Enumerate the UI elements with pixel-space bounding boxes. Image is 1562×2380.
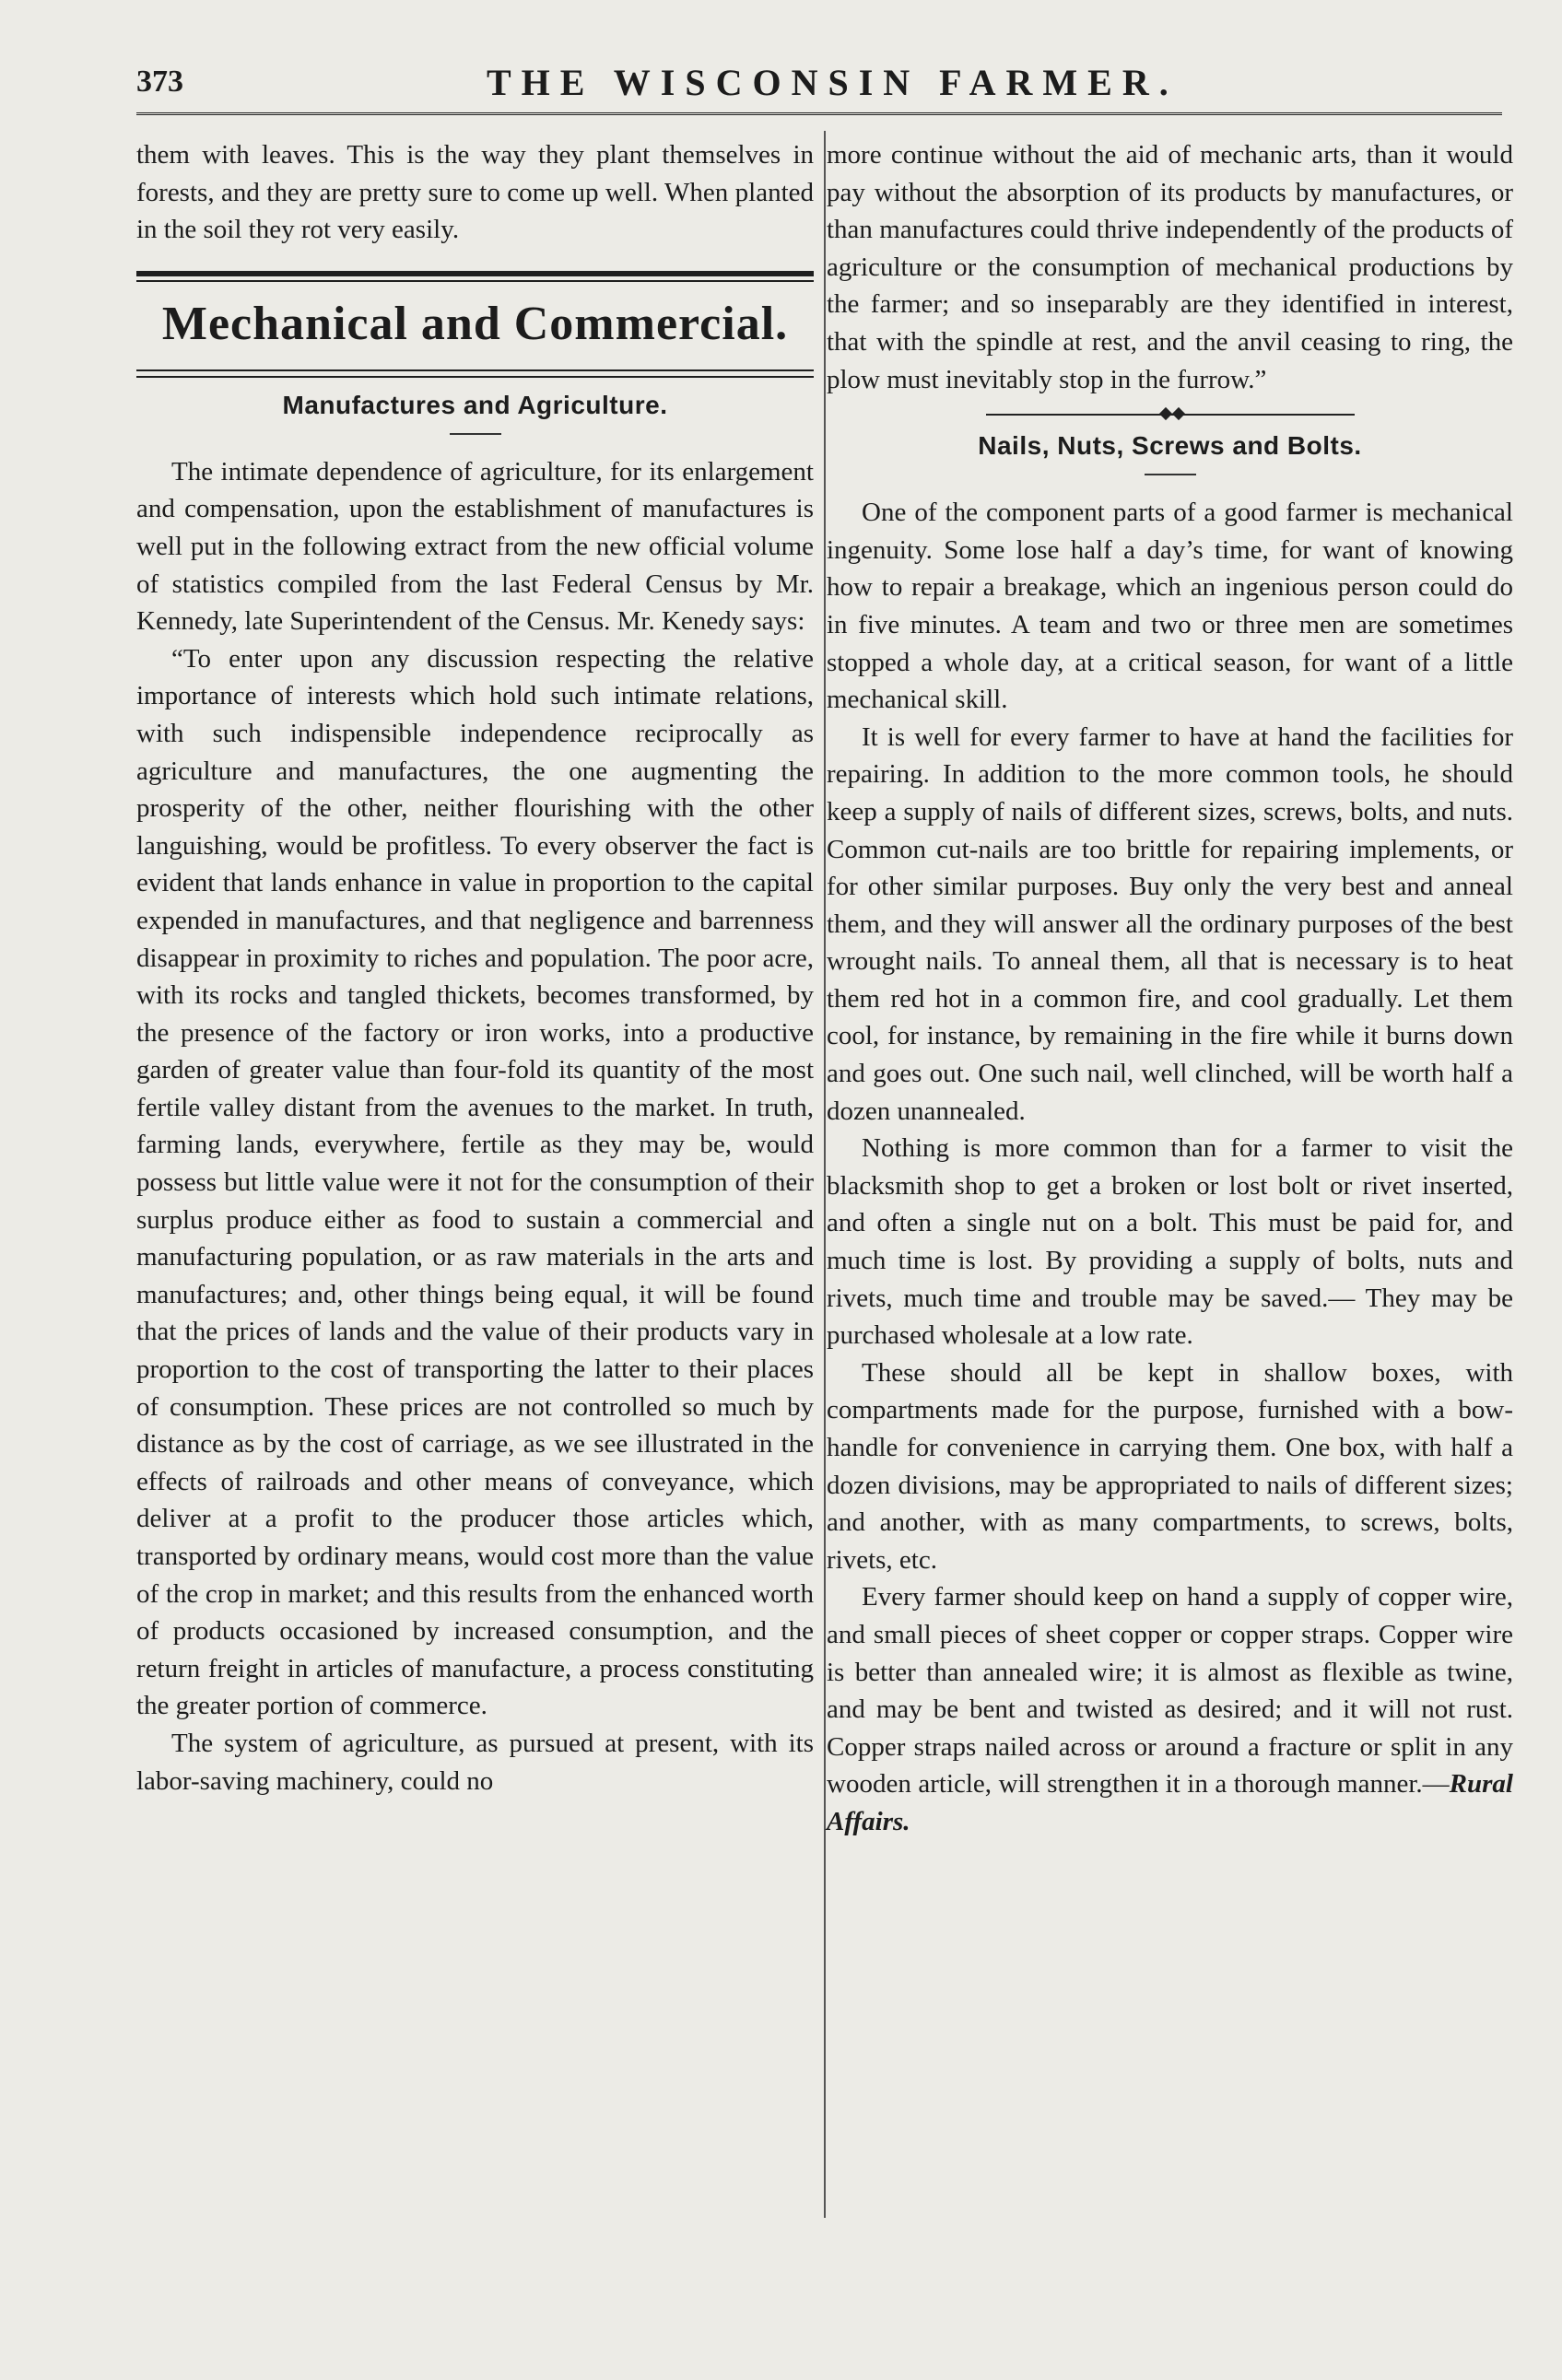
source-signature: Rural Affairs. [827,1769,1513,1836]
left-column [136,136,814,1800]
section-title: Mechanical and Commercial. [161,297,789,350]
journal-title: THE WISCONSIN FARMER. [487,62,1179,103]
page-header [136,57,1500,112]
article-title-manufactures: Manufactures and Agriculture. [282,390,668,419]
paragraph: The intimate dependence of agriculture, for its enlargement and compensation, upon the establishment of manufactures is well put in the following extract from the new official volume of statistics compiled from the last Federal Census by Mr. Kennedy, late Superintendent of the Census. Mr. Kenedy says: [136,456,814,637]
title-rule [1145,474,1196,475]
title-rule [450,433,501,435]
column-divider [824,131,826,2218]
section-rule-bottom [136,369,814,378]
paragraph [827,1578,1513,1840]
section-rule-top [136,271,814,282]
right-column [827,136,1513,1841]
paragraph-text: Every farmer should keep on hand a supply of copper wire, and small pieces of sheet copper or copper straps. Copper wire is better than annealed wire; it is almost as flexible as twine, and may be bent and twisted as desired; and it will not rust. Copper straps nailed across or around a fracture or split in any wooden article, will strengthen it in a thorough manner.— [827,1582,1513,1800]
paragraph: The system of agriculture, as pursued at present, with its labor-saving machinery, could no [136,1728,814,1796]
paragraph: Nothing is more common than for a farmer to visit the blacksmith shop to get a broken or lost bolt or rivet inserted, and often a single nut on a bolt. This must be paid for, and much time is lost. By providing a supply of bolts, nuts and rivets, much time and trouble may be saved.— They may be purchased wholesale at a low rate. [827,1133,1513,1351]
article-title-nails: Nails, Nuts, Screws and Bolts. [978,431,1362,461]
paragraph: One of the component parts of a good farmer is mechanical ingenuity. Some lose half a day’s time, for want of knowing how to repair a breakage, which an ingenious person could do in five minutes. A team and two or three men are sometimes stopped a whole day, at a critical season, for want of a little mechanical skill. [827,498,1513,715]
paragraph: These should all be kept in shallow boxes, with compartments made for the purpose, furnished with a bow-handle for convenience in carrying them. One box, with half a dozen divisions, may be appropriated to nails of different sizes; and another, with as many compartments, to screws, bolts, rivets, etc. [827,1357,1513,1575]
header-rule [136,112,1502,115]
paragraph: It is well for every farmer to have at hand the facilities for repairing. In addition to the more common tools, he should keep a supply of nails of different sizes, screws, bolts, and nuts. Common cut-nails are too brittle for repairing implements, or for other similar purposes. Buy only the very best and anneal them, and they will answer all the ordinary purposes of the best wrought nails. To anneal them, all that is necessary is to heat them red hot in a common fire, and cool gradually. Let them cool, for instance, by remaining in the fire while it burns down and goes out. One such nail, well clinched, will be worth half a dozen unannealed. [827,721,1513,1126]
ornamental-divider [986,405,1355,424]
paragraph: “To enter upon any discussion respecting the relative importance of interests which hold such intimate relations, with such indispensible independence reciprocally as agriculture and manufactures, the one augmenting the prosperity of the other, neither flourishing with the other languishing, would be profitless. To every observer the fact is evident that lands enhance in value in proportion to the capital expended in manufactures, and that negligence and barrenness disappear in proximity to riches and population. The poor acre, with its rocks and tangled thickets, becomes transformed, by the presence of the factory or iron works, into a productive garden of greater value than four-fold its quantity of the most fertile valley distant from the avenues to the market. In truth, farming lands, everywhere, fertile as they may be, would possess but little value were it not for the consumption of their surplus produce either as food to sustain a commercial and manufacturing population, or as raw materials in the arts and manufactures; and, other things being equal, it will be found that the prices of lands and the value of their products vary in proportion to the cost of transporting the latter to their places of consumption. These prices are not controlled so much by distance as by the cost of carriage, as we see illustrated in the effects of railroads and other means of conveyance, which deliver at a profit to the producer those articles which, transported by ordinary means, would cost more than the value of the crop in market; and this results from the enhanced worth of products occasioned by increased consumption, and the return freight in articles of manufacture, a process constituting the greater portion of commerce. [136,643,814,1721]
continuation-text: them with leaves. This is the way they plant themselves in forests, and they are pretty sure to come up well. When planted in the soil they rot very easily. [136,140,814,245]
continuation-text: more continue without the aid of mechanic arts, than it would pay without the absorption of its products by manufactures, or than manufactures could thrive independently of the products of agriculture or the consumption of mechanical productions by the farmer; and so inseparably are they identified in interest, that with the spindle at rest, and the anvil ceasing to ring, the plow must inevitably stop in the furrow.” [827,140,1513,394]
page-number: 373 [136,64,183,99]
